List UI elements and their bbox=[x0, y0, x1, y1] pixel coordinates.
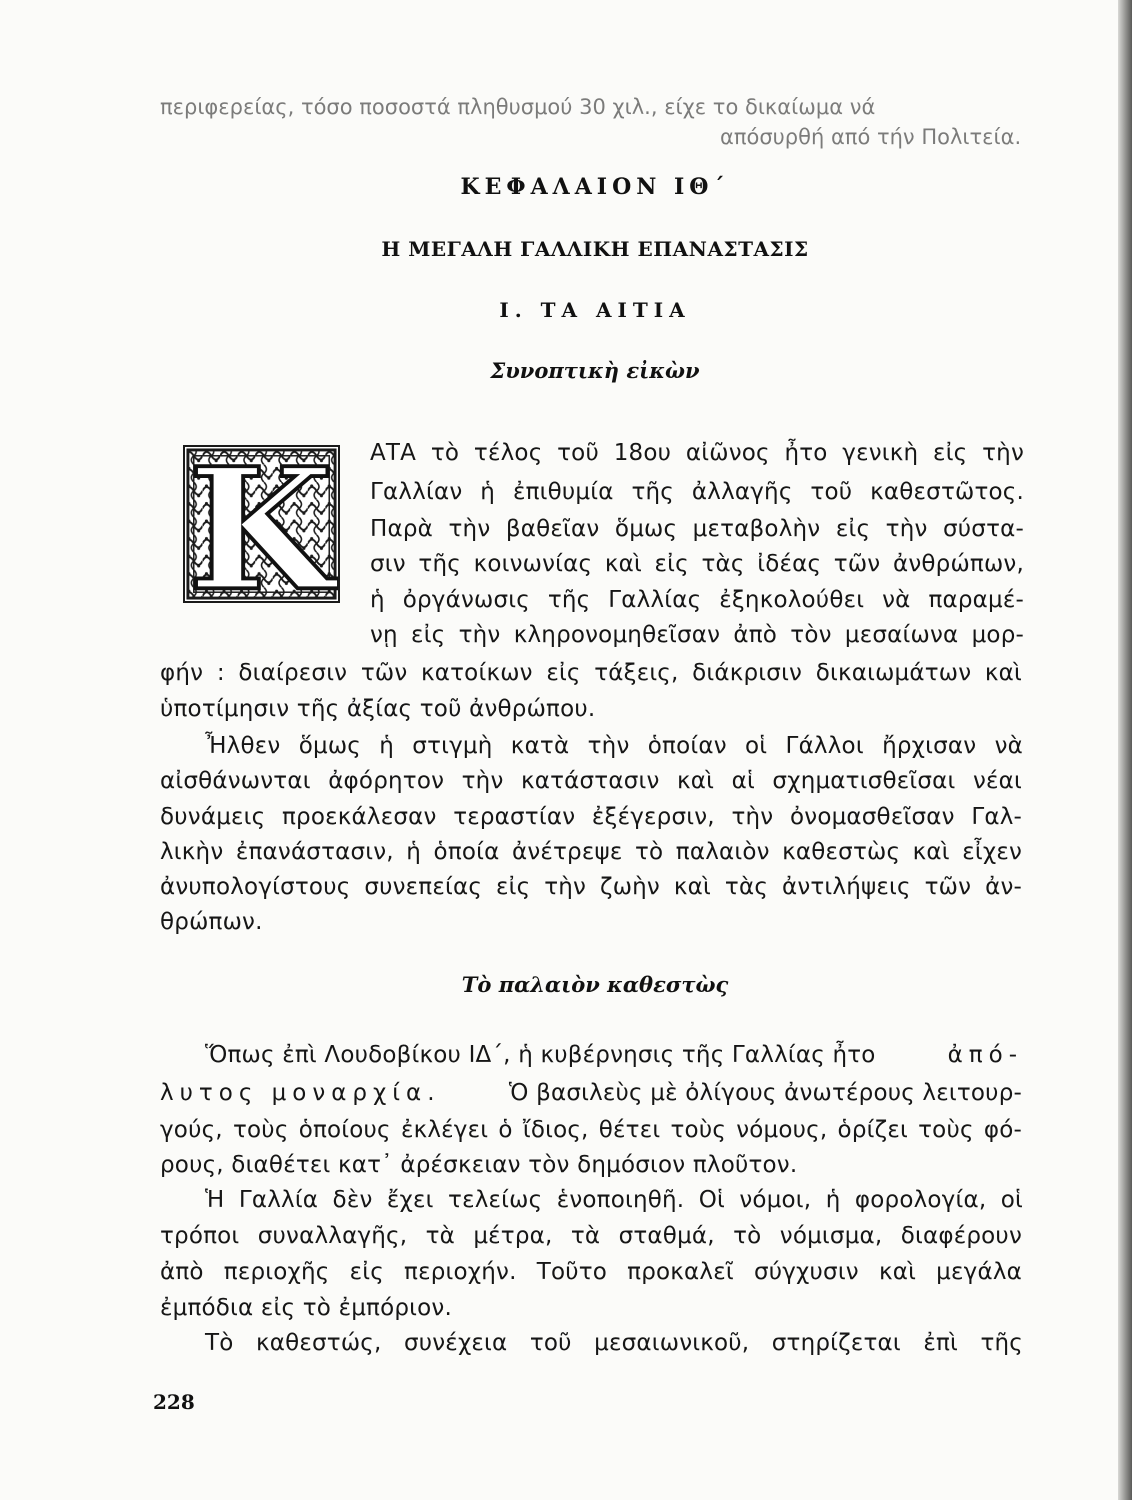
text-line: ἀνυπολογίστους συνεπείας εἰς τὴν ζωὴν καὶ τὰς ἀντιλήψεις τῶν ἀν- bbox=[160, 874, 1022, 900]
text-line: δυνάμεις προεκάλεσαν τεραστίαν ἐξέγερσιν, τὴν ὀνομασθεῖσαν Γαλ- bbox=[160, 804, 1022, 830]
text-line: ἡ ὀργάνωσις τῆς Γαλλίας ἐξηκολούθει νὰ παραμέ- bbox=[370, 587, 1024, 613]
line-text: Ὅπως ἐπὶ Λουδοβίκου ΙΔ΄, ἡ κυβέρνησις τῆς Γαλλίας ἦτο bbox=[205, 1042, 876, 1068]
line-text: Ὁ βασιλεὺς μὲ ὀλίγους ἀνωτέρους λειτουρ- bbox=[508, 1080, 1022, 1106]
subsection-title: Συνοπτικὴ εἰκὼν bbox=[490, 358, 700, 383]
text-line: ΑΤΑ τὸ τέλος τοῦ 18ου αἰῶνος ἦτο γενικὴ εἰς τὴν bbox=[370, 440, 1024, 466]
text-line: σιν τῆς κοινωνίας καὶ εἰς τὰς ἰδέας τῶν ἀνθρώπων, bbox=[370, 551, 1024, 577]
text-line: Παρὰ τὴν βαθεῖαν ὅμως μεταβολὴν εἰς τὴν σύστα- bbox=[370, 516, 1024, 542]
emphasis-text: ἀπό- bbox=[947, 1042, 1023, 1068]
text-line: φήν : διαίρεσιν τῶν κατοίκων εἰς τάξεις, διάκρισιν δικαιωμάτων καὶ bbox=[160, 660, 1022, 686]
emphasis-text: λυτος μοναρχία. bbox=[160, 1080, 441, 1106]
dropcap-letter: K bbox=[188, 447, 334, 601]
bleed-line: περιφερείας, τόσο ποσοστά πληθυσμού 30 χιλ., είχε το δικαίωμα νά bbox=[160, 95, 876, 119]
text-line: λικὴν ἐπανάστασιν, ἡ ὁποία ἀνέτρεψε τὸ παλαιὸν καθεστὼς καὶ εἶχεν bbox=[160, 839, 1022, 865]
chapter-heading: ΚΕΦΑΛΑΙΟΝ ΙΘ΄ bbox=[460, 174, 730, 200]
text-line: ὑποτίμησιν τῆς ἀξίας τοῦ ἀνθρώπου. bbox=[160, 696, 596, 722]
text-line: γούς, τοὺς ὁποίους ἐκλέγει ὁ ἴδιος, θέτει τοὺς νόμους, ὁρίζει τοὺς φό- bbox=[160, 1117, 1022, 1143]
section-heading: Ι. ΤΑ ΑΙΤΙΑ bbox=[499, 298, 691, 322]
text-line: τρόποι συναλλαγῆς, τὰ μέτρα, τὰ σταθμά, τὸ νόμισμα, διαφέρουν bbox=[160, 1223, 1022, 1249]
text-line: Τὸ καθεστώς, συνέχεια τοῦ μεσαιωνικοῦ, στηρίζεται ἐπὶ τῆς bbox=[205, 1330, 1023, 1356]
text-line: Γαλλίαν ἡ ἐπιθυμία τῆς ἀλλαγῆς τοῦ καθεστῶτος. bbox=[370, 479, 1024, 505]
show-through-text bbox=[160, 92, 1030, 160]
subsection-title: Τὸ παλαιὸν καθεστὼς bbox=[461, 972, 729, 997]
page-edge-shadow bbox=[1118, 0, 1132, 1500]
text-line: αἰσθάνωνται ἀφόρητον τὴν κατάστασιν καὶ αἱ σχηματισθεῖσαι νέαι bbox=[160, 768, 1022, 794]
bleed-line: απόσυρθή από τήν Πολιτεία. bbox=[720, 125, 1022, 149]
text-line: Ἡ Γαλλία δὲν ἔχει τελείως ἑνοποιηθῆ. Οἱ νόμοι, ἡ φορολογία, οἱ bbox=[205, 1187, 1023, 1213]
text-line: νῃ εἰς τὴν κληρονομηθεῖσαν ἀπὸ τὸν μεσαίωνα μορ- bbox=[370, 622, 1024, 648]
text-line bbox=[205, 1040, 1023, 1070]
text-line bbox=[160, 1078, 1022, 1108]
text-line: θρώπων. bbox=[160, 909, 263, 935]
text-line: Ἦλθεν ὅμως ἡ στιγμὴ κατὰ τὴν ὁποίαν οἱ Γάλλοι ἤρχισαν νὰ bbox=[205, 733, 1023, 759]
page-number: 228 bbox=[153, 1390, 195, 1414]
chapter-title: Η ΜΕΓΑΛΗ ΓΑΛΛΙΚΗ ΕΠΑΝΑΣΤΑΣΙΣ bbox=[381, 237, 809, 261]
text-line: ρους, διαθέτει κατ᾿ ἀρέσκειαν τὸν δημόσιον πλοῦτον. bbox=[160, 1152, 798, 1178]
text-line: ἀπὸ περιοχῆς εἰς περιοχήν. Τοῦτο προκαλεῖ σύγχυσιν καὶ μεγάλα bbox=[160, 1259, 1022, 1285]
text-line: ἐμπόδια εἰς τὸ ἐμπόριον. bbox=[160, 1295, 452, 1321]
ornamental-dropcap bbox=[183, 445, 340, 603]
